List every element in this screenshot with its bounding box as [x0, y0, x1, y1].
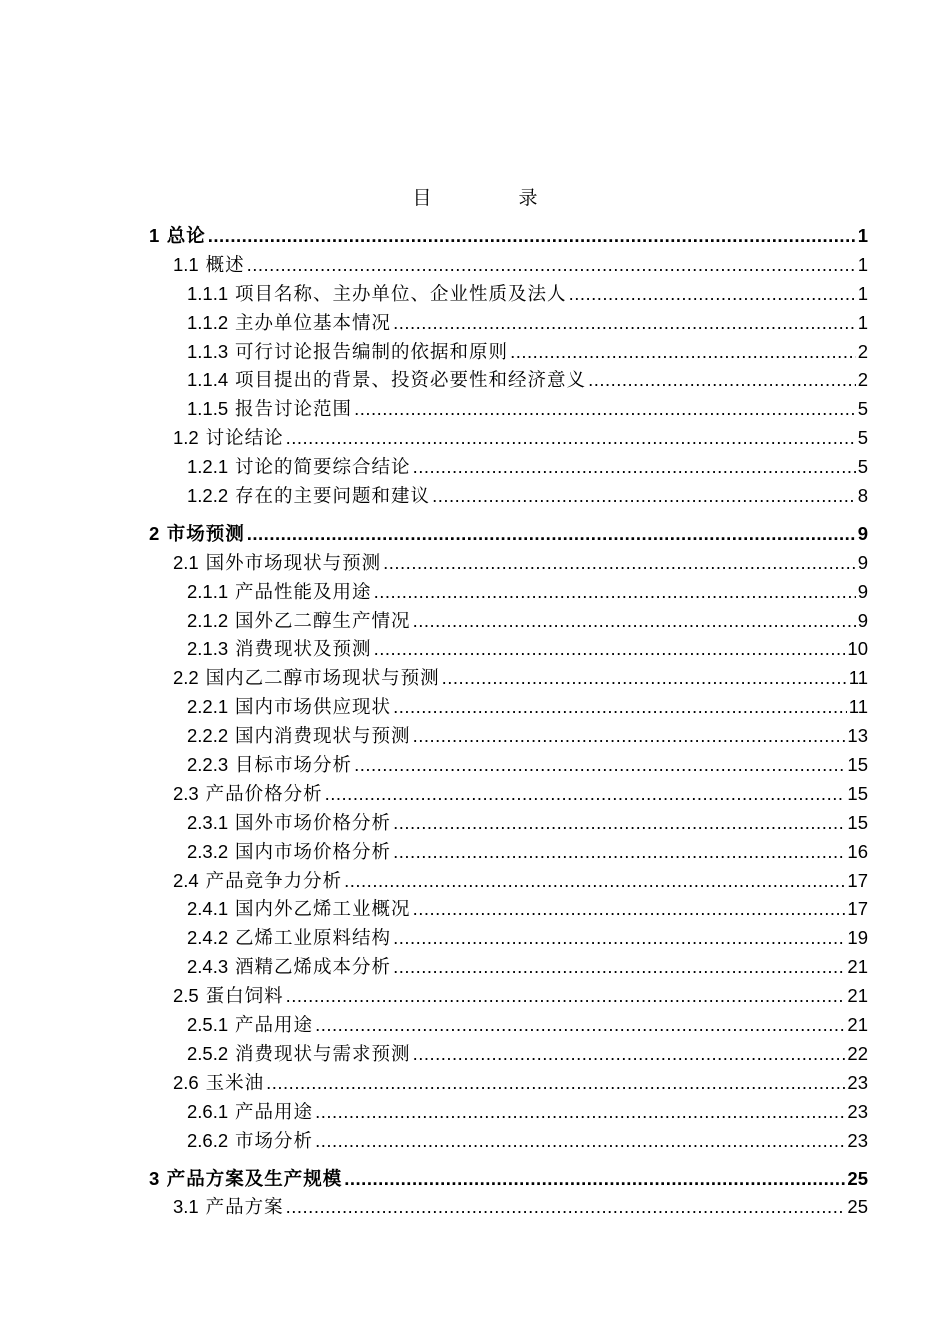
- toc-entry-number: 1.1.1: [187, 282, 229, 304]
- toc-entry-number: 1.1.3: [187, 340, 229, 362]
- toc-entry-number: 2.5.1: [187, 1014, 229, 1036]
- toc-entry[interactable]: [149, 635, 868, 664]
- dot-leader: [413, 607, 856, 636]
- toc-entry-label: [187, 1040, 411, 1070]
- dot-leader: [393, 309, 856, 338]
- toc-entry-label: [173, 1193, 284, 1223]
- toc-entry[interactable]: [149, 1069, 868, 1098]
- toc-entry-page: 25: [847, 1167, 868, 1189]
- toc-entry-title: 玉米油: [205, 1072, 265, 1094]
- toc-entry-title: 国外市场现状与预测: [205, 552, 382, 574]
- toc-entry-page: 8: [857, 485, 868, 507]
- toc-entry-title: 蛋白饲料: [205, 986, 284, 1008]
- toc-entry-title: 产品用途: [235, 1101, 314, 1123]
- toc-entry-label: [173, 982, 284, 1012]
- toc-entry-label: [187, 693, 391, 723]
- toc-entry-page: 23: [847, 1071, 868, 1093]
- dot-leader: [393, 809, 845, 838]
- toc-entry-number: 2.2.1: [187, 696, 229, 718]
- toc-entry-page: 2: [857, 369, 868, 391]
- dot-leader: [266, 1069, 845, 1098]
- toc-entry-number: 1.1.2: [187, 311, 229, 333]
- toc-entry-page: 9: [857, 609, 868, 631]
- dot-leader: [325, 780, 846, 809]
- toc-entry[interactable]: [149, 251, 868, 280]
- toc-entry-page: 15: [847, 782, 868, 804]
- toc-entry-page: 9: [857, 522, 868, 544]
- dot-leader: [374, 635, 846, 664]
- toc-entry-number: 2.1: [173, 551, 199, 573]
- toc-entry-number: 1.1.4: [187, 369, 229, 391]
- toc-entry[interactable]: [149, 549, 868, 578]
- toc-entry-label: [187, 1127, 313, 1157]
- toc-entry-page: 15: [847, 811, 868, 833]
- toc-entry[interactable]: [149, 722, 868, 751]
- toc-entry[interactable]: [149, 280, 868, 309]
- dot-leader: [374, 578, 856, 607]
- table-of-contents: [149, 222, 868, 1222]
- dot-leader: [247, 520, 856, 549]
- toc-entry-title: 国外市场价格分析: [235, 812, 392, 834]
- toc-entry-page: 5: [857, 398, 868, 420]
- toc-entry-title: 存在的主要问题和建议: [235, 486, 431, 508]
- toc-entry-title: 产品性能及用途: [235, 581, 372, 603]
- dot-leader: [442, 664, 847, 693]
- dot-leader: [286, 1193, 846, 1222]
- toc-entry-page: 23: [847, 1129, 868, 1151]
- toc-entry-page: 1: [857, 282, 868, 304]
- toc-entry[interactable]: [149, 1127, 868, 1156]
- toc-entry-page: 21: [847, 956, 868, 978]
- toc-entry-page: 10: [847, 638, 868, 660]
- toc-entry-title: 产品方案: [205, 1197, 284, 1219]
- toc-entry-label: [187, 809, 391, 839]
- toc-entry-page: 17: [847, 869, 868, 891]
- toc-entry[interactable]: [149, 453, 868, 482]
- toc-entry[interactable]: [149, 607, 868, 636]
- dot-leader: [286, 424, 856, 453]
- toc-entry[interactable]: [149, 924, 868, 953]
- toc-entry-title: 国内乙二醇市场现状与预测: [205, 668, 440, 690]
- toc-entry[interactable]: [149, 1193, 868, 1222]
- toc-entry-title: 总论: [166, 226, 206, 247]
- toc-entry[interactable]: [149, 780, 868, 809]
- toc-entry-label: [187, 722, 411, 752]
- toc-entry-label: [187, 366, 586, 396]
- toc-entry-number: 3: [149, 1167, 160, 1189]
- toc-entry[interactable]: [149, 867, 868, 896]
- toc-entry-number: 2: [149, 522, 160, 544]
- toc-entry-number: 2.1.2: [187, 609, 229, 631]
- toc-entry-label: [173, 867, 342, 897]
- toc-entry-number: 2.3: [173, 782, 199, 804]
- dot-leader: [315, 1011, 845, 1040]
- toc-entry-number: 2.4.1: [187, 898, 229, 920]
- toc-entry-number: 2.2.2: [187, 725, 229, 747]
- toc-entry-label: [149, 222, 206, 252]
- toc-entry-title: 国内市场价格分析: [235, 841, 392, 863]
- toc-entry-page: 9: [857, 551, 868, 573]
- toc-entry-title: 讨论结论: [205, 428, 284, 450]
- toc-entry[interactable]: [149, 895, 868, 924]
- toc-entry-title: 讨论的简要综合结论: [235, 457, 411, 479]
- toc-entry-number: 2.3.1: [187, 811, 229, 833]
- toc-entry-number: 2.1.1: [187, 580, 229, 602]
- toc-entry-label: [187, 953, 391, 983]
- toc-entry-number: 3.1: [173, 1196, 199, 1218]
- toc-entry-title: 产品用途: [235, 1015, 314, 1037]
- toc-entry-title: 乙烯工业原料结构: [235, 928, 392, 950]
- toc-entry-title: 国外乙二醇生产情况: [235, 610, 411, 632]
- toc-entry-number: 1.2: [173, 427, 199, 449]
- toc-entry-page: 23: [847, 1100, 868, 1122]
- toc-entry-title: 目标市场分析: [235, 755, 353, 777]
- toc-entry-label: [187, 338, 508, 368]
- toc-entry[interactable]: [149, 366, 868, 395]
- dot-leader: [354, 751, 845, 780]
- toc-entry-page: 21: [847, 1014, 868, 1036]
- toc-entry-page: 15: [847, 754, 868, 776]
- toc-entry[interactable]: [149, 520, 868, 549]
- toc-entry-page: 17: [847, 898, 868, 920]
- toc-entry[interactable]: [149, 338, 868, 367]
- toc-entry[interactable]: [149, 395, 868, 424]
- dot-leader: [413, 453, 856, 482]
- dot-leader: [413, 1040, 846, 1069]
- toc-entry-label: [173, 780, 323, 810]
- toc-entry-number: 2.4.3: [187, 956, 229, 978]
- toc-entry-label: [149, 520, 245, 550]
- toc-entry-title: 市场预测: [166, 523, 245, 545]
- toc-entry-label: [187, 578, 372, 608]
- toc-entry[interactable]: [149, 982, 868, 1011]
- dot-leader: [315, 1127, 845, 1156]
- dot-leader: [344, 867, 845, 896]
- dot-leader: [354, 395, 856, 424]
- toc-entry-page: 19: [847, 927, 868, 949]
- toc-entry-title: 项目提出的背景、投资必要性和经济意义: [235, 370, 587, 392]
- dot-leader: [588, 366, 856, 395]
- toc-entry[interactable]: [149, 1165, 868, 1194]
- toc-entry-number: 2.6.2: [187, 1129, 229, 1151]
- toc-entry[interactable]: [149, 424, 868, 453]
- toc-entry-title: 主办单位基本情况: [235, 312, 392, 334]
- toc-entry-label: [187, 607, 411, 637]
- toc-entry-title: 产品价格分析: [205, 783, 323, 805]
- toc-entry[interactable]: [149, 1098, 868, 1127]
- toc-entry-number: 1.2.2: [187, 485, 229, 507]
- toc-entry-label: [187, 309, 391, 339]
- toc-entry-title: 酒精乙烯成本分析: [235, 957, 392, 979]
- toc-entry-label: [187, 482, 430, 512]
- dot-leader: [286, 982, 846, 1011]
- toc-entry[interactable]: [149, 222, 868, 251]
- dot-leader: [393, 953, 845, 982]
- toc-entry[interactable]: [149, 1040, 868, 1069]
- toc-entry-label: [187, 838, 391, 868]
- toc-entry-label: [187, 395, 352, 425]
- toc-entry[interactable]: [149, 838, 868, 867]
- dot-leader: [247, 251, 856, 280]
- dot-leader: [413, 895, 846, 924]
- toc-entry-title: 项目名称、主办单位、企业性质及法人: [235, 283, 567, 305]
- toc-entry-page: 13: [847, 725, 868, 747]
- toc-entry-number: 2.4: [173, 869, 199, 891]
- toc-entry-number: 2.6.1: [187, 1100, 229, 1122]
- toc-entry-title: 可行讨论报告编制的依据和原则: [235, 341, 509, 363]
- page-title: 目 录: [412, 187, 572, 209]
- toc-entry-label: [173, 664, 440, 694]
- toc-entry-label: [187, 1098, 313, 1128]
- toc-entry-page: 5: [857, 427, 868, 449]
- toc-entry-label: [187, 1011, 313, 1041]
- toc-entry-title: 市场分析: [235, 1130, 314, 1152]
- toc-entry-page: 9: [857, 580, 868, 602]
- toc-entry-page: 11: [848, 696, 868, 718]
- toc-entry-title: 国内市场供应现状: [235, 697, 392, 719]
- toc-entry-number: 1: [149, 225, 160, 246]
- toc-entry-page: 25: [847, 1196, 868, 1218]
- toc-entry-title: 消费现状及预测: [235, 639, 372, 661]
- toc-entry[interactable]: [149, 482, 868, 511]
- toc-entry[interactable]: [149, 664, 868, 693]
- toc-entry-label: [187, 635, 372, 665]
- toc-entry-label: [187, 280, 567, 310]
- dot-leader: [393, 693, 847, 722]
- dot-leader: [315, 1098, 845, 1127]
- toc-entry-label: [149, 1165, 342, 1195]
- toc-entry[interactable]: [149, 751, 868, 780]
- dot-leader: [383, 549, 856, 578]
- toc-entry-page: 1: [857, 253, 868, 275]
- dot-leader: [413, 722, 846, 751]
- dot-leader: [510, 338, 856, 367]
- toc-entry[interactable]: [149, 809, 868, 838]
- toc-entry-title: 产品竞争力分析: [205, 870, 343, 892]
- toc-entry-number: 1.2.1: [187, 456, 229, 478]
- toc-entry-label: [173, 1069, 264, 1099]
- toc-entry-title: 概述: [205, 254, 245, 276]
- toc-entry-label: [173, 251, 245, 281]
- toc-entry-number: 2.5: [173, 985, 199, 1007]
- toc-entry-number: 2.3.2: [187, 840, 229, 862]
- toc-entry-label: [187, 751, 352, 781]
- toc-entry-label: [187, 924, 391, 954]
- toc-entry-page: 5: [857, 456, 868, 478]
- toc-entry-page: 2: [857, 340, 868, 362]
- toc-entry-number: 2.4.2: [187, 927, 229, 949]
- toc-entry-page: 11: [848, 667, 868, 689]
- toc-entry[interactable]: [149, 1011, 868, 1040]
- toc-entry-number: 2.6: [173, 1071, 199, 1093]
- toc-entry-title: 国内消费现状与预测: [235, 726, 411, 748]
- toc-entry-number: 2.2: [173, 667, 199, 689]
- toc-entry-page: 21: [847, 985, 868, 1007]
- toc-entry-page: 1: [857, 311, 868, 333]
- toc-entry-number: 2.1.3: [187, 638, 229, 660]
- toc-entry-label: [173, 424, 284, 454]
- toc-entry[interactable]: [149, 953, 868, 982]
- toc-entry-number: 2.2.3: [187, 754, 229, 776]
- toc-entry-number: 1.1.5: [187, 398, 229, 420]
- toc-entry-label: [173, 549, 381, 579]
- toc-entry-page: 22: [847, 1042, 868, 1064]
- toc-entry-page: 16: [847, 840, 868, 862]
- dot-leader: [393, 838, 845, 867]
- toc-entry[interactable]: [149, 578, 868, 607]
- dot-leader: [344, 1165, 845, 1194]
- dot-leader: [208, 222, 856, 251]
- dot-leader: [432, 482, 856, 511]
- dot-leader: [393, 924, 845, 953]
- toc-entry-title: 报告讨论范围: [235, 399, 353, 421]
- toc-entry-title: 国内外乙烯工业概况: [235, 899, 411, 921]
- toc-entry-number: 2.5.2: [187, 1042, 229, 1064]
- toc-entry[interactable]: [149, 693, 868, 722]
- toc-entry-label: [187, 453, 411, 483]
- toc-entry-number: 1.1: [173, 253, 199, 275]
- toc-entry-label: [187, 895, 411, 925]
- toc-entry-title: 产品方案及生产规模: [166, 1168, 343, 1190]
- toc-entry[interactable]: [149, 309, 868, 338]
- dot-leader: [569, 280, 856, 309]
- toc-entry-page: 1: [857, 225, 868, 246]
- toc-entry-title: 消费现状与需求预测: [235, 1043, 411, 1065]
